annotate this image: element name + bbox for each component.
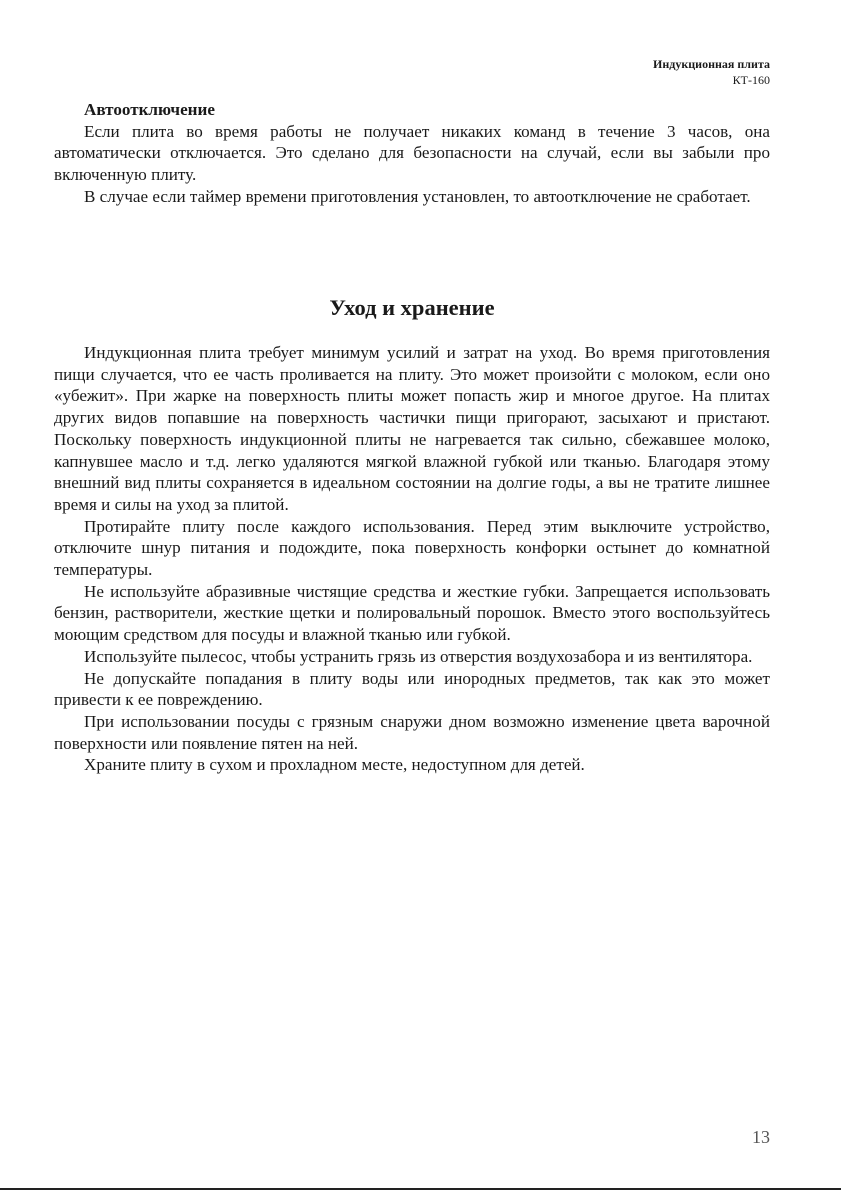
care-paragraph: Не используйте абразивные чистящие средства и жесткие губки. Запрещается использовать бензин, растворители, жесткие щетки и полировальный порошок. Вместо этого воспользуйтесь моющим средством для посуды и влажной тканью или губкой.: [54, 581, 770, 645]
running-header: [653, 56, 770, 88]
care-paragraph: Используйте пылесос, чтобы устранить грязь из отверстия воздухозабора и из вентилятора.: [84, 646, 753, 666]
header-product-title: Индукционная плита: [653, 57, 770, 71]
care-paragraph: Протирайте плиту после каждого использования. Перед этим выключите устройство, отключите шнур питания и подождите, пока поверхность конфорки остынет до комнатной температуры.: [54, 516, 770, 580]
bottom-divider: [0, 1188, 841, 1190]
care-paragraph: Храните плиту в сухом и прохладном месте, недоступном для детей.: [84, 755, 585, 775]
header-model: КТ-160: [732, 73, 770, 87]
care-paragraph: Не допускайте попадания в плиту воды или инородных предметов, так как это может привести к ее повреждению.: [54, 668, 770, 710]
page-number: 13: [752, 1127, 770, 1147]
auto-off-heading: Автоотключение: [84, 100, 215, 119]
auto-off-section: [54, 99, 770, 208]
care-section: [54, 342, 770, 776]
care-paragraph: Индукционная плита требует минимум усилий и затрат на уход. Во время приготовления пищи случается, что ее часть проливается на плиту. Это может произойти с молоком, если оно «убежит». При жарке на поверхность плиты может попасть жир и многое другое. На плитах других видов попавшие на поверхность частички пищи пригорают, засыхают и пристают. Поскольку поверхность индукционной плиты не нагревается так сильно, сбежавшее молоко, капнувшее масло и т.д. легко удаляются мягкой влажной губкой или тканью. Благодаря этому внешний вид плиты сохраняется в идеальном состоянии на долгие годы, а вы не тратите лишнее время и силы на уход за плитой.: [54, 343, 770, 514]
care-paragraph: При использовании посуды с грязным снаружи дном возможно изменение цвета варочной поверхности или появление пятен на ней.: [54, 711, 770, 753]
auto-off-paragraph: Если плита во время работы не получает никаких команд в течение 3 часов, она автоматически отключается. Это сделано для безопасности на случай, если вы забыли про включенную плиту.: [54, 121, 770, 185]
auto-off-paragraph: В случае если таймер времени приготовления установлен, то автоотключение не сработает.: [84, 186, 751, 206]
care-section-title: Уход и хранение: [329, 295, 495, 320]
